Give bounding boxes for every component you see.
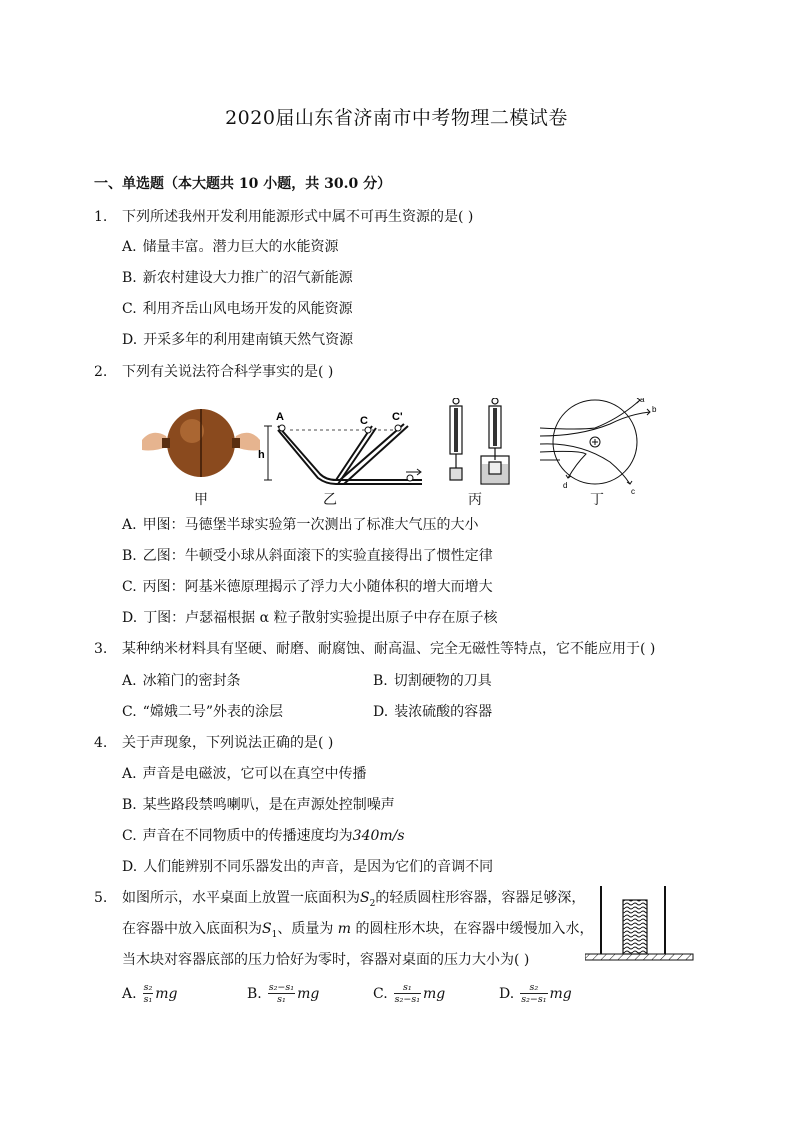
question-4-option-c[interactable]: C. 声音在不同物质中的传播速度均为340m/s xyxy=(122,828,405,844)
ball-rolling xyxy=(407,475,413,481)
question-3-option-c[interactable]: C. “嫦娥二号”外表的涂层 xyxy=(122,704,283,720)
container-block-figure xyxy=(585,882,695,962)
figure-label-ding: 丁 xyxy=(590,492,604,508)
tabletop xyxy=(585,954,693,960)
label-ray-d: d xyxy=(563,481,568,490)
question-2-stem: 2. 下列有关说法符合科学事实的是( ) xyxy=(94,364,334,380)
question-1-option-d[interactable]: D. 开采多年的利用建南镇天然气资源 xyxy=(122,332,354,348)
label-c-prime: C' xyxy=(392,411,403,423)
question-5-stem-line-2: 在容器中放入底面积为$S_1$、质量为 m 的圆柱形木块，在容器中缓慢加入水， xyxy=(122,921,594,940)
ball-c xyxy=(365,427,371,433)
question-2-option-d[interactable]: D. 丁图：卢瑟福根据 α 粒子散射实验提出原子中存在原子核 xyxy=(122,610,498,626)
figure-label-jia: 甲 xyxy=(194,492,208,508)
question-3-option-a[interactable]: A. 冰箱门的密封条 xyxy=(122,673,241,689)
spring-scale-figure xyxy=(450,398,509,484)
question-1-option-b[interactable]: B. 新农村建设大力推广的沼气新能源 xyxy=(122,270,353,286)
wooden-block xyxy=(623,900,647,954)
submerged-block xyxy=(489,462,501,474)
question-2-figures xyxy=(140,398,660,513)
section-heading: 一、单选题（本大题共 10 小题，共 30.0 分） xyxy=(94,176,392,192)
alpha-scattering-figure xyxy=(540,398,650,484)
question-2-option-c[interactable]: C. 丙图：阿基米德原理揭示了浮力大小随体积的增大而增大 xyxy=(122,579,493,595)
question-5-stem-line-1: 5. 如图所示，水平桌面上放置一底面积为$S_2$的轻质圆柱形容器，容器足够深， xyxy=(94,890,586,909)
fraction: $\frac{\text{s₂−s₁}}{\text{s₁}}$ xyxy=(268,982,295,1005)
question-5-stem-line-3: 当木块对容器底部的压力恰好为零时，容器对桌面的压力大小为( ) xyxy=(122,952,530,968)
incline-ramp-figure xyxy=(264,424,422,484)
question-5-option-c[interactable]: C. $\frac{\text{s₁}}{\text{s₂−s₁}}$ mg xyxy=(373,982,446,1005)
question-5-option-a[interactable]: A. $\frac{\text{s₂}}{\text{s₁}}$ mg xyxy=(122,982,178,1005)
magdeburg-hemispheres-figure xyxy=(142,409,260,477)
question-3-option-b[interactable]: B. 切割硬物的刀具 xyxy=(373,673,492,689)
question-4-option-a[interactable]: A. 声音是电磁波，它可以在真空中传播 xyxy=(122,766,367,782)
question-5-option-d[interactable]: D. $\frac{\text{s₂}}{\text{s₂−s₁}}$ mg xyxy=(499,982,572,1005)
question-2-option-a[interactable]: A. 甲图：马德堡半球实验第一次测出了标准大气压的大小 xyxy=(122,517,479,533)
fraction: $\frac{\text{s₂}}{\text{s₁}}$ xyxy=(143,982,153,1005)
label-ray-c: c xyxy=(631,487,635,496)
speed-formula: 340m/s xyxy=(352,828,405,844)
page-title: 2020届山东省济南市中考物理二模试卷 xyxy=(225,107,568,129)
question-5-option-b[interactable]: B. $\frac{\text{s₂−s₁}}{\text{s₁}}$ mg xyxy=(247,982,320,1005)
label-ray-b: b xyxy=(652,405,657,414)
label-h: h xyxy=(258,449,265,461)
label-c: C xyxy=(360,415,368,427)
question-3-stem: 3. 某种纳米材料具有坚硬、耐磨、耐腐蚀、耐高温、完全无磁性等特点，它不能应用于( ) xyxy=(94,641,656,657)
figure-label-yi: 乙 xyxy=(323,492,337,508)
question-4-stem: 4. 关于声现象，下列说法正确的是( ) xyxy=(94,735,334,751)
fraction: $\frac{\text{s₂}}{\text{s₂−s₁}}$ xyxy=(521,982,547,1005)
figure-label-bing: 丙 xyxy=(468,492,482,508)
question-1-option-c[interactable]: C. 利用齐岳山风电场开发的风能资源 xyxy=(122,301,353,317)
ball-c-prime xyxy=(395,425,401,431)
question-4-option-b[interactable]: B. 某些路段禁鸣喇叭，是在声源处控制噪声 xyxy=(122,797,395,813)
weight-block xyxy=(450,468,462,480)
question-4-option-d[interactable]: D. 人们能辨别不同乐器发出的声音，是因为它们的音调不同 xyxy=(122,859,494,875)
question-3-option-d[interactable]: D. 装浓硫酸的容器 xyxy=(373,704,493,720)
fraction: $\frac{\text{s₁}}{\text{s₂−s₁}}$ xyxy=(394,982,420,1005)
label-a: A xyxy=(276,411,284,423)
question-1-option-a[interactable]: A. 储量丰富。潜力巨大的水能资源 xyxy=(122,239,339,255)
question-2-option-b[interactable]: B. 乙图：牛顿受小球从斜面滚下的实验直接得出了惯性定律 xyxy=(122,548,493,564)
label-ray-a: a xyxy=(640,398,645,404)
question-1-stem: 1. 下列所述我州开发利用能源形式中属不可再生资源的是( ) xyxy=(94,209,474,225)
ball-a xyxy=(279,425,285,431)
